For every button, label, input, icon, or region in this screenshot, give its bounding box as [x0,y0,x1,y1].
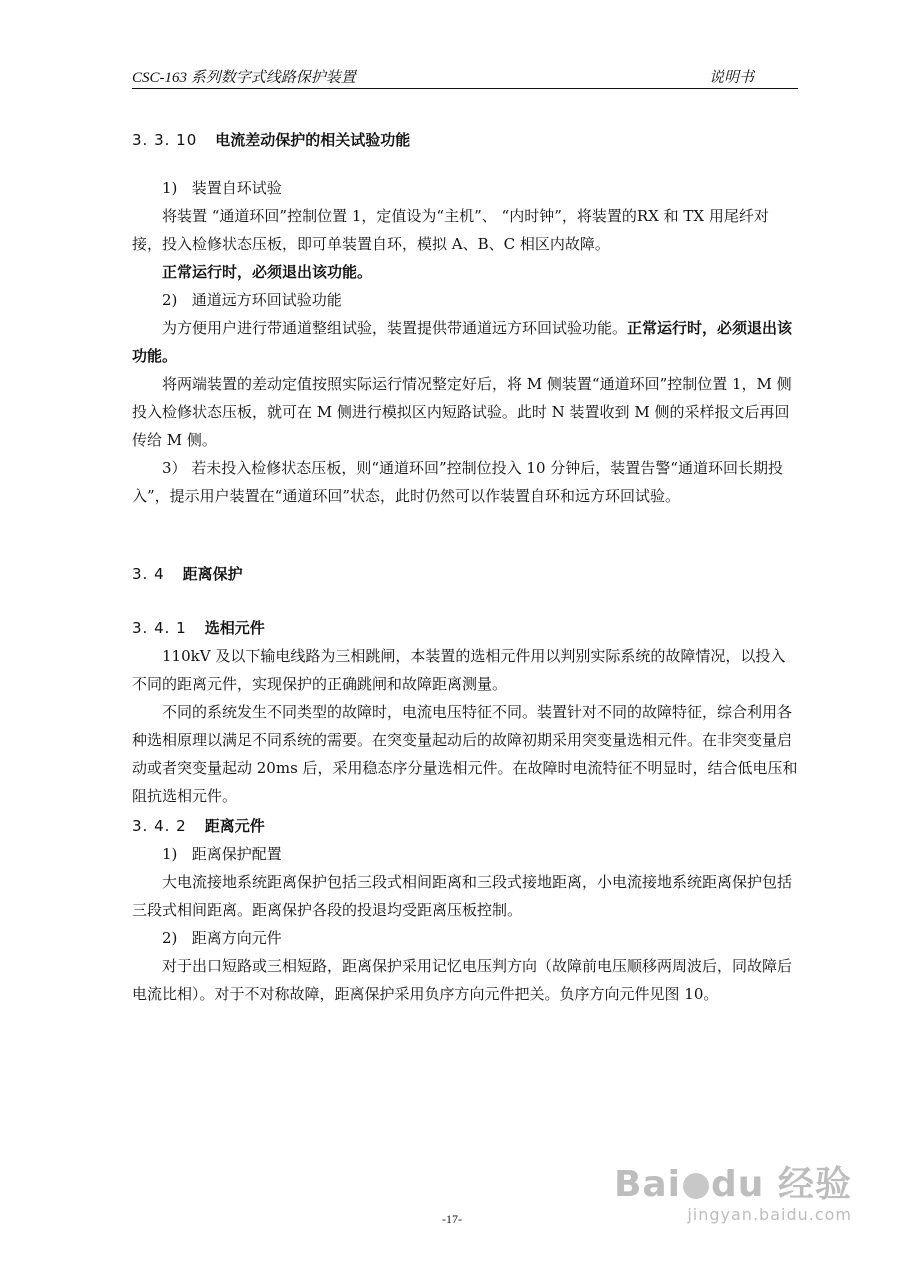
item-distance-direction: 2) 距离方向元件 [162,929,282,947]
paragraph-setting: 将两端装置的差动定值按照实际运行情况整定好后，将 M 侧装置“通道环回”控制位置 1，M 侧投入检修状态压板，就可在 M 侧进行模拟区内短路试验。此时 N 装置收到 M 侧的采样报文后再回传给 M 侧。 [132,375,792,449]
paragraph-alarm: 3） 若未投入检修状态压板，则“通道环回”控制位投入 10 分钟后，装置告警“通道环回长期投入”，提示用户装置在“通道环回”状态，此时仍然可以作装置自环和远方环回试验。 [132,459,783,505]
heading-number: 3. 4 [132,565,165,583]
warning-self-loop: 正常运行时，必须退出该功能。 [162,263,373,281]
heading-number: 3. 4. 2 [132,817,187,835]
header-doc-type: 说明书 [708,70,754,86]
paragraph-distance-direction: 对于出口短路或三相短路，距离保护采用记忆电压判方向（故障前电压顺移两周波后，同故障后电流比相）。对于不对称故障，距离保护采用负序方向元件把关。负序方向元件见图 10。 [132,957,793,1003]
page-body [132,88,798,1008]
item-distance-config: 1) 距离保护配置 [162,845,282,863]
item-self-loop: 1) 装置自环试验 [162,179,282,197]
heading-number: 3. 4. 1 [132,619,187,637]
paw-icon [683,1173,709,1199]
paragraph-self-loop: 将装置 “通道环回”控制位置 1，定值设为“主机”、 “内时钟”，将装置的RX 和 TX 用尾纤对接，投入检修状态压板，即可单装置自环，模拟 A、B、C 相区内故障。 [132,207,769,253]
heading-3-4-2 [132,816,798,836]
page-number: -17- [442,1212,462,1226]
remote-loop-text: 为方便用户进行带通道整组试验，装置提供带通道远方环回试验功能。 [162,319,628,337]
item-remote-loop: 2) 通道远方环回试验功能 [162,291,342,309]
heading-3-4 [132,564,798,584]
header-document-title: CSC-163 系列数字式线路保护装置 [132,70,356,86]
paragraph-remote-loop [132,314,798,370]
heading-3-3-10 [132,130,798,150]
heading-3-4-1 [132,618,798,638]
watermark-url: jingyan.baidu.com [687,1205,852,1224]
heading-title: 选相元件 [204,619,265,637]
watermark-logo: Bai du 经验 [613,1164,852,1205]
paragraph-distance-config: 大电流接地系统距离保护包括三段式相间距离和三段式接地距离，小电流接地系统距离保护包括三段式相间距离。距离保护各段的投退均受距离压板控制。 [132,873,793,919]
heading-title: 距离保护 [182,565,243,583]
watermark [614,1156,852,1224]
heading-title: 电流差动保护的相关试验功能 [215,131,411,149]
paragraph-phase-selection: 110kV 及以下输电线路为三相跳闸，本装置的选相元件用以判别实际系统的故障情况，以投入不同的距离元件，实现保护的正确跳闸和故障距离测量。 [132,647,786,693]
heading-title: 距离元件 [204,817,265,835]
paragraph-fault-features: 不同的系统发生不同类型的故障时，电流电压特征不同。装置针对不同的故障特征，综合利用各种选相原理以满足不同系统的需要。在突变量起动后的故障初期采用突变量选相元件。在非突变量启动或者突变量起动 20ms 后，采用稳态序分量选相元件。在故障时电流特征不明显时，结合低电压和阻抗选相元件。 [132,703,798,805]
page-header [132,60,798,89]
heading-number: 3. 3. 10 [132,131,198,149]
warning-remote-loop: 正常运行时，必须退出该功能。 [132,319,793,365]
